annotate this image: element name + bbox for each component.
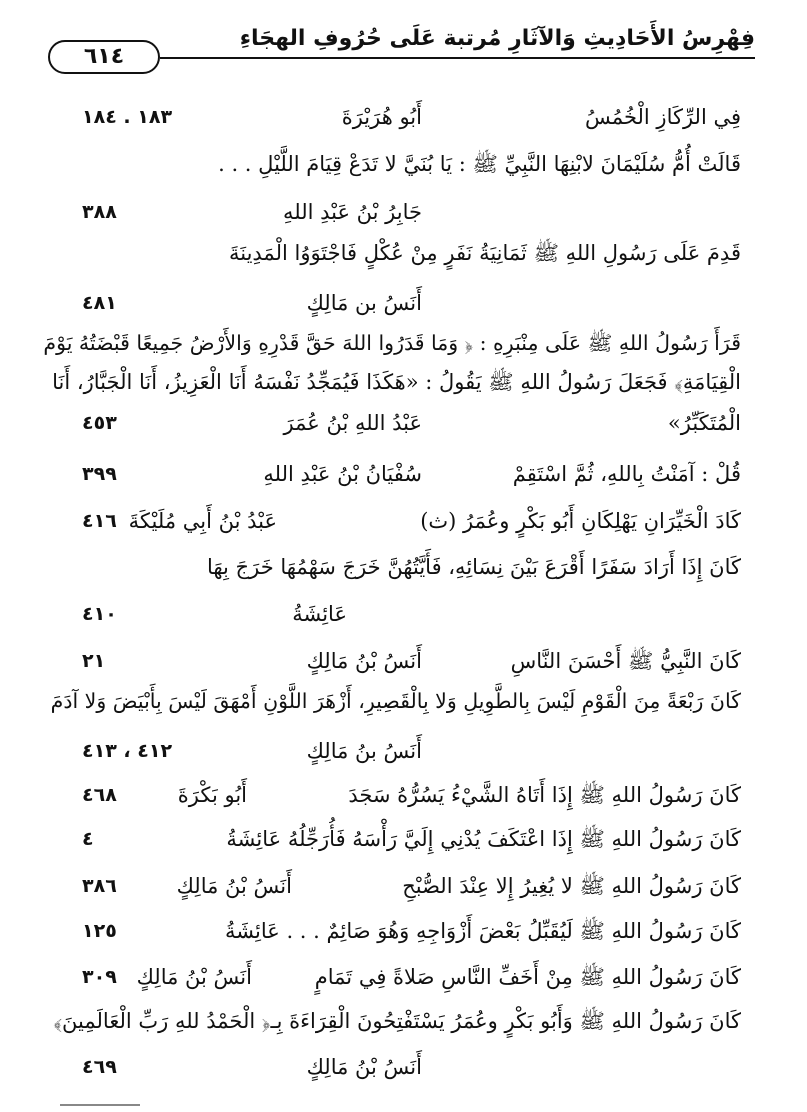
hadith-text: كَانَ رَسُولُ اللهِ ﷺ لَيُقَبِّلُ بَعْضَ أَزْوَاجِهِ وَهُوَ صَائِمٌ . . . عَائِشَةُ (225, 919, 741, 943)
page-refs: ٤٥٣ (82, 412, 117, 434)
narrator-name: أَنَسُ بْنُ مَالِكٍ (306, 1055, 422, 1079)
index-line (0, 322, 807, 366)
header-title: فِهْرِسُ الأَحَادِيثِ وَالآثَارِ مُرتبة عَلَى حُرُوفِ الهجَاءِ (239, 26, 755, 51)
index-line (0, 1000, 807, 1044)
hadith-text: قَدِمَ عَلَى رَسُولِ اللهِ ﷺ ثَمَانِيَةُ نَفَرٍ مِنْ عُكْلٍ فَاجْتَوَوُا الْمَدِينَةَ (228, 241, 741, 265)
hadith-text: قَرَأَ رَسُولُ اللهِ ﷺ عَلَى مِنْبَرِهِ : ﴿ وَمَا قَدَرُوا اللهَ حَقَّ قَدْرِهِ وَالأَرْضُ جَمِيعًا قَبْضَتُهُ يَوْمَ (43, 331, 741, 355)
page-refs: ٣٨٦ (82, 875, 117, 897)
index-line (0, 730, 807, 774)
page-refs: ٤٨١ (82, 292, 117, 314)
page-refs: ٤١٦ (82, 510, 117, 532)
hadith-text: كَادَ الْخَيِّرَانِ يَهْلِكَانِ أَبُو بَكْرٍ وعُمَرُ (ث) (420, 509, 741, 533)
index-line (0, 143, 807, 187)
index-line (0, 818, 807, 862)
index-line (0, 640, 807, 684)
index-line (0, 191, 807, 235)
hadith-text: كَانَ رَسُولُ اللهِ ﷺ إِذَا اعْتَكَفَ يُدْنِي إِلَيَّ رَأْسَهُ فَأُرَجِّلُهُ عَائِشَةُ (226, 827, 741, 851)
bottom-margin-mark (60, 1104, 140, 1106)
index-line (0, 500, 807, 544)
narrator-name: أَبُو هُرَيْرَةَ (341, 105, 422, 129)
narrator-name: أَنَسُ بْنُ مَالِكٍ (136, 965, 252, 989)
index-line (0, 361, 807, 405)
header-rule (160, 57, 755, 59)
hadith-text: قَالَتْ أُمُّ سُلَيْمَانَ لابْنِهَا النَّبِيِّ ﷺ : يَا بُنَيَّ لا تَدَعْ قِيَامَ اللَّيْلِ . . . (218, 152, 741, 176)
index-line (0, 593, 807, 637)
page-refs: ١٨٣ . ١٨٤ (82, 106, 173, 128)
index-line (0, 96, 807, 140)
page-refs: ٢١ (82, 650, 106, 672)
hadith-text: فِي الرِّكَازِ الْخُمُسُ (585, 105, 741, 129)
narrator-name: عَبْدُ اللهِ بْنُ عُمَرَ (283, 411, 422, 435)
index-line (0, 282, 807, 326)
hadith-text: كَانَ النَّبِيُّ ﷺ أَحْسَنَ النَّاسِ (510, 649, 741, 673)
hadith-text: كَانَ رَبْعَةً مِنَ الْقَوْمِ لَيْسَ بِالطَّوِيلِ وَلا بِالْقَصِيرِ، أَزْهَرَ اللَّوْنِ أَمْهَقَ لَيْسَ بِأَبْيَضَ وَلا آدَمَ (50, 689, 741, 713)
narrator-name: سُفْيَانُ بْنُ عَبْدِ اللهِ (263, 462, 422, 486)
index-line (0, 232, 807, 276)
page-header (48, 18, 755, 74)
index-line (0, 453, 807, 497)
index-line (0, 774, 807, 818)
narrator-name: أَنَسُ بْنُ مَالِكٍ (306, 649, 422, 673)
hadith-text: كَانَ رَسُولُ اللهِ ﷺ وَأَبُو بَكْرٍ وعُمَرُ يَسْتَفْتِحُونَ الْقِرَاءَةَ بِـ﴿ الْحَمْدُ للهِ رَبِّ الْعَالَمِينَ﴾ (53, 1009, 741, 1033)
narrator-name: أَنَسُ بْنُ مَالِكٍ (176, 874, 292, 898)
page-refs: ٤ (82, 828, 94, 850)
index-line (0, 910, 807, 954)
narrator-name: عَائِشَةُ (292, 602, 347, 626)
narrator-name: أَنَسُ بنُ مَالِكٍ (306, 739, 422, 763)
narrator-name: أَبُو بَكْرَةَ (177, 783, 247, 807)
page-refs: ١٢٥ (82, 920, 117, 942)
hadith-text: كَانَ رَسُولُ اللهِ ﷺ مِنْ أَخَفِّ النَّاسِ صَلاةً فِي تَمَامٍ (314, 965, 741, 989)
index-line (0, 680, 807, 724)
narrator-name: جَابِرُ بْنُ عَبْدِ اللهِ (282, 200, 422, 224)
page-refs: ٤٦٨ (82, 784, 117, 806)
hadith-text: قُلْ : آمَنْتُ بِاللهِ، ثُمَّ اسْتَقِمْ (512, 462, 741, 486)
page-refs: ٤١٢ ، ٤١٣ (82, 740, 173, 762)
index-line (0, 1046, 807, 1090)
hadith-text: كَانَ رَسُولُ اللهِ ﷺ إِذَا أَتَاهُ الشَّيْءُ يَسُرُّهُ سَجَدَ (348, 783, 741, 807)
page-refs: ٤٦٩ (82, 1056, 117, 1078)
hadith-text: الْمُتَكَبِّرُ» (667, 411, 741, 435)
index-line (0, 402, 807, 446)
index-line (0, 865, 807, 909)
hadith-text: كَانَ رَسُولُ اللهِ ﷺ لا يُغِيرُ إِلا عِنْدَ الصُّبْحِ (402, 874, 741, 898)
page-number: ٦١٤ (48, 40, 160, 74)
narrator-name: أَنَسُ بن مَالِكٍ (306, 291, 422, 315)
page-refs: ٣٠٩ (82, 966, 117, 988)
narrator-name: عَبْدُ بْنُ أَبِي مُلَيْكَةَ (128, 509, 277, 533)
page-refs: ٣٩٩ (82, 463, 117, 485)
index-line (0, 956, 807, 1000)
index-line (0, 546, 807, 590)
page-refs: ٤١٠ (82, 603, 117, 625)
hadith-text: الْقِيَامَةِ﴾ فَجَعَلَ رَسُولُ اللهِ ﷺ يَقُولُ : «هَكَذَا فَيُمَجِّدُ نَفْسَهُ أَنَا الْعَزِيزُ، أَنَا الْجَبَّارُ، أَنَا (52, 370, 741, 394)
page-refs: ٣٨٨ (82, 201, 117, 223)
hadith-text: كَانَ إِذَا أَرَادَ سَفَرًا أَقْرَعَ بَيْنَ نِسَائِهِ، فَأَيَّتُهُنَّ خَرَجَ سَهْمُهَا خَرَجَ بِهَا (206, 555, 741, 579)
